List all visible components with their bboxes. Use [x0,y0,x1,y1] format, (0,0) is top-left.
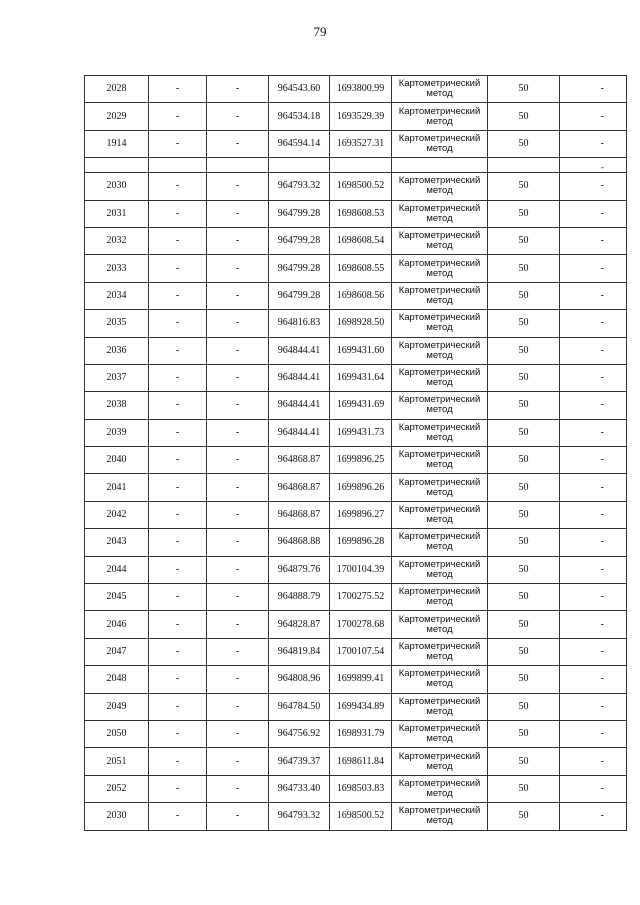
table-row [85,474,627,501]
x-coordinate-cell: 964739.37 [269,748,330,775]
dash-cell-c: - [560,666,627,693]
dash-cell-a: - [149,693,207,720]
dash-cell-a: - [149,392,207,419]
dash-cell-a: - [149,501,207,528]
dash-cell-c: - [560,200,627,227]
table-row [85,200,627,227]
table-row [85,720,627,747]
table-row [85,282,627,309]
x-coordinate-cell: 964828.87 [269,611,330,638]
dash-cell-b: - [207,392,269,419]
x-coordinate-cell: 964534.18 [269,103,330,130]
point-number-cell: 2051 [85,748,149,775]
dash-cell-b: - [207,693,269,720]
y-coordinate-cell: 1698608.56 [330,282,392,309]
method-cell: Картометрический метод [392,803,488,830]
table-row [85,227,627,254]
table-row [85,447,627,474]
point-number-cell: 2035 [85,310,149,337]
dash-cell-b: - [207,556,269,583]
table-row [85,666,627,693]
dash-cell-a: - [149,282,207,309]
accuracy-cell: 50 [488,638,560,665]
point-number-cell: 2029 [85,103,149,130]
dash-cell-c: - [560,282,627,309]
y-coordinate-cell: 1699896.25 [330,447,392,474]
table-row [85,638,627,665]
method-cell: Картометрический метод [392,666,488,693]
table-row [85,158,627,173]
point-number-cell: 2034 [85,282,149,309]
dash-cell-a: - [149,584,207,611]
dash-cell-a: - [149,611,207,638]
y-coordinate-cell: 1698608.53 [330,200,392,227]
x-coordinate-cell [269,158,330,173]
dash-cell-a: - [149,775,207,802]
dash-cell-a: - [149,666,207,693]
dash-cell-b: - [207,255,269,282]
dash-cell-a: - [149,227,207,254]
dash-cell-a: - [149,803,207,830]
accuracy-cell: 50 [488,720,560,747]
point-number-cell: 2028 [85,76,149,103]
method-cell: Картометрический метод [392,173,488,200]
table-row [85,556,627,583]
dash-cell-b: - [207,200,269,227]
dash-cell-c: - [560,337,627,364]
x-coordinate-cell: 964868.87 [269,474,330,501]
dash-cell-c: - [560,638,627,665]
x-coordinate-cell: 964879.76 [269,556,330,583]
dash-cell-c: - [560,501,627,528]
x-coordinate-cell: 964844.41 [269,364,330,391]
table-row [85,611,627,638]
dash-cell-c: - [560,720,627,747]
point-number-cell: 2052 [85,775,149,802]
dash-cell-a: - [149,103,207,130]
dash-cell-b: - [207,720,269,747]
method-cell: Картометрический метод [392,364,488,391]
point-number-cell: 1914 [85,130,149,157]
dash-cell-c: - [560,556,627,583]
point-number-cell: 2038 [85,392,149,419]
point-number-cell: 2033 [85,255,149,282]
coordinates-table [84,75,627,831]
y-coordinate-cell: 1698611.84 [330,748,392,775]
x-coordinate-cell: 964594.14 [269,130,330,157]
x-coordinate-cell: 964868.88 [269,529,330,556]
dash-cell-a: - [149,255,207,282]
accuracy-cell: 50 [488,392,560,419]
x-coordinate-cell: 964799.28 [269,255,330,282]
y-coordinate-cell: 1700275.52 [330,584,392,611]
dash-cell-b: - [207,310,269,337]
table-row [85,255,627,282]
accuracy-cell: 50 [488,611,560,638]
dash-cell-b: - [207,611,269,638]
point-number-cell: 2046 [85,611,149,638]
accuracy-cell: 50 [488,255,560,282]
method-cell: Картометрический метод [392,200,488,227]
dash-cell-c: - [560,748,627,775]
x-coordinate-cell: 964733.40 [269,775,330,802]
dash-cell-c: - [560,474,627,501]
point-number-cell: 2048 [85,666,149,693]
dash-cell-b: - [207,419,269,446]
dash-cell-a: - [149,748,207,775]
accuracy-cell: 50 [488,775,560,802]
accuracy-cell: 50 [488,556,560,583]
method-cell: Картометрический метод [392,255,488,282]
x-coordinate-cell: 964756.92 [269,720,330,747]
y-coordinate-cell: 1698503.83 [330,775,392,802]
dash-cell-c: - [560,310,627,337]
method-cell: Картометрический метод [392,337,488,364]
point-number-cell: 2049 [85,693,149,720]
point-number-cell: 2030 [85,803,149,830]
method-cell: Картометрический метод [392,282,488,309]
table-body [85,76,627,831]
table-row [85,103,627,130]
accuracy-cell [488,158,560,173]
table-row [85,364,627,391]
method-cell: Картометрический метод [392,638,488,665]
dash-cell-b: - [207,748,269,775]
y-coordinate-cell: 1698500.52 [330,173,392,200]
x-coordinate-cell: 964793.32 [269,803,330,830]
dash-cell-c: - [560,775,627,802]
x-coordinate-cell: 964844.41 [269,337,330,364]
accuracy-cell: 50 [488,419,560,446]
point-number-cell: 2050 [85,720,149,747]
x-coordinate-cell: 964543.60 [269,76,330,103]
y-coordinate-cell: 1699431.69 [330,392,392,419]
table-row [85,392,627,419]
x-coordinate-cell: 964799.28 [269,227,330,254]
y-coordinate-cell: 1699434.89 [330,693,392,720]
accuracy-cell: 50 [488,200,560,227]
y-coordinate-cell: 1699896.27 [330,501,392,528]
dash-cell-b: - [207,227,269,254]
accuracy-cell: 50 [488,584,560,611]
point-number-cell: 2047 [85,638,149,665]
y-coordinate-cell: 1700104.39 [330,556,392,583]
x-coordinate-cell: 964799.28 [269,200,330,227]
dash-cell-b: - [207,775,269,802]
table-row [85,173,627,200]
dash-cell-b: - [207,173,269,200]
x-coordinate-cell: 964808.96 [269,666,330,693]
y-coordinate-cell: 1698608.55 [330,255,392,282]
dash-cell-c: - [560,255,627,282]
dash-cell-c: - [560,103,627,130]
y-coordinate-cell: 1693527.31 [330,130,392,157]
method-cell: Картометрический метод [392,227,488,254]
y-coordinate-cell: 1693529.39 [330,103,392,130]
accuracy-cell: 50 [488,501,560,528]
y-coordinate-cell: 1698928.50 [330,310,392,337]
dash-cell-a: - [149,173,207,200]
dash-cell-b: - [207,529,269,556]
dash-cell-a: - [149,419,207,446]
accuracy-cell: 50 [488,666,560,693]
point-number-cell: 2031 [85,200,149,227]
y-coordinate-cell: 1700107.54 [330,638,392,665]
y-coordinate-cell: 1699896.28 [330,529,392,556]
dash-cell-a: - [149,638,207,665]
dash-cell-c: - [560,693,627,720]
dash-cell-b: - [207,638,269,665]
method-cell: Картометрический метод [392,775,488,802]
dash-cell-a: - [149,310,207,337]
dash-cell-b: - [207,447,269,474]
method-cell: Картометрический метод [392,529,488,556]
point-number-cell [85,158,149,173]
point-number-cell: 2042 [85,501,149,528]
table-row [85,803,627,830]
table-row [85,130,627,157]
table-row [85,529,627,556]
point-number-cell: 2039 [85,419,149,446]
method-cell: Картометрический метод [392,748,488,775]
accuracy-cell: 50 [488,803,560,830]
dash-cell-b: - [207,584,269,611]
x-coordinate-cell: 964844.41 [269,392,330,419]
y-coordinate-cell: 1699431.60 [330,337,392,364]
y-coordinate-cell: 1700278.68 [330,611,392,638]
table-row [85,693,627,720]
method-cell: Картометрический метод [392,447,488,474]
method-cell: Картометрический метод [392,474,488,501]
dash-cell-b: - [207,76,269,103]
dash-cell-c: - [560,529,627,556]
table-row [85,584,627,611]
accuracy-cell: 50 [488,748,560,775]
accuracy-cell: 50 [488,337,560,364]
x-coordinate-cell: 964844.41 [269,419,330,446]
accuracy-cell: 50 [488,130,560,157]
x-coordinate-cell: 964868.87 [269,447,330,474]
dash-cell-b: - [207,474,269,501]
point-number-cell: 2037 [85,364,149,391]
method-cell: Картометрический метод [392,76,488,103]
dash-cell-b: - [207,103,269,130]
method-cell: Картометрический метод [392,584,488,611]
page-number: 79 [313,24,327,39]
point-number-cell: 2041 [85,474,149,501]
dash-cell-b: - [207,364,269,391]
dash-cell-b: - [207,282,269,309]
y-coordinate-cell: 1699896.26 [330,474,392,501]
y-coordinate-cell: 1698500.52 [330,803,392,830]
accuracy-cell: 50 [488,447,560,474]
x-coordinate-cell: 964888.79 [269,584,330,611]
method-cell: Картометрический метод [392,501,488,528]
accuracy-cell: 50 [488,227,560,254]
y-coordinate-cell: 1693800.99 [330,76,392,103]
accuracy-cell: 50 [488,76,560,103]
table-row [85,76,627,103]
y-coordinate-cell: 1699431.73 [330,419,392,446]
dash-cell-b: - [207,803,269,830]
dash-cell-c: - [560,392,627,419]
table-row [85,337,627,364]
table-row [85,419,627,446]
method-cell: Картометрический метод [392,103,488,130]
point-number-cell: 2044 [85,556,149,583]
table-row [85,501,627,528]
dash-cell-c: - [560,803,627,830]
point-number-cell: 2032 [85,227,149,254]
dash-cell-a: - [149,337,207,364]
x-coordinate-cell: 964784.50 [269,693,330,720]
dash-cell-c: - [560,447,627,474]
method-cell: Картометрический метод [392,693,488,720]
dash-cell-a: - [149,130,207,157]
dash-cell-a: - [149,364,207,391]
dash-cell-a: - [149,200,207,227]
accuracy-cell: 50 [488,474,560,501]
x-coordinate-cell: 964816.83 [269,310,330,337]
method-cell: Картометрический метод [392,720,488,747]
x-coordinate-cell: 964819.84 [269,638,330,665]
method-cell: Картометрический метод [392,419,488,446]
dash-cell-c: - [560,173,627,200]
table-row [85,310,627,337]
point-number-cell: 2040 [85,447,149,474]
dash-cell-a: - [149,474,207,501]
y-coordinate-cell [330,158,392,173]
accuracy-cell: 50 [488,282,560,309]
table-row [85,775,627,802]
dash-cell-c: - [560,76,627,103]
y-coordinate-cell: 1698608.54 [330,227,392,254]
point-number-cell: 2045 [85,584,149,611]
method-cell: Картометрический метод [392,130,488,157]
point-number-cell: 2030 [85,173,149,200]
x-coordinate-cell: 964868.87 [269,501,330,528]
method-cell [392,158,488,173]
dash-cell-c: - [560,611,627,638]
dash-cell-a: - [149,76,207,103]
x-coordinate-cell: 964793.32 [269,173,330,200]
method-cell: Картометрический метод [392,611,488,638]
dash-cell-b: - [207,501,269,528]
accuracy-cell: 50 [488,103,560,130]
accuracy-cell: 50 [488,529,560,556]
dash-cell-c: - [560,419,627,446]
dash-cell-b: - [207,130,269,157]
dash-cell-b: - [207,337,269,364]
y-coordinate-cell: 1699899.41 [330,666,392,693]
y-coordinate-cell: 1699431.64 [330,364,392,391]
dash-cell-b [207,158,269,173]
dash-cell-a: - [149,447,207,474]
dash-cell-a: - [149,529,207,556]
method-cell: Картометрический метод [392,556,488,583]
dash-cell-a: - [149,720,207,747]
accuracy-cell: 50 [488,310,560,337]
dash-cell-c: - [560,584,627,611]
method-cell: Картометрический метод [392,392,488,419]
point-number-cell: 2043 [85,529,149,556]
table-row [85,748,627,775]
point-number-cell: 2036 [85,337,149,364]
method-cell: Картометрический метод [392,310,488,337]
accuracy-cell: 50 [488,364,560,391]
x-coordinate-cell: 964799.28 [269,282,330,309]
y-coordinate-cell: 1698931.79 [330,720,392,747]
dash-cell-b: - [207,666,269,693]
dash-cell-c: - [560,364,627,391]
dash-cell-c: - [560,130,627,157]
dash-cell-a: - [149,556,207,583]
accuracy-cell: 50 [488,693,560,720]
accuracy-cell: 50 [488,173,560,200]
dash-cell-c: - [560,227,627,254]
dash-cell-a [149,158,207,173]
dash-cell-c: - [560,158,627,173]
